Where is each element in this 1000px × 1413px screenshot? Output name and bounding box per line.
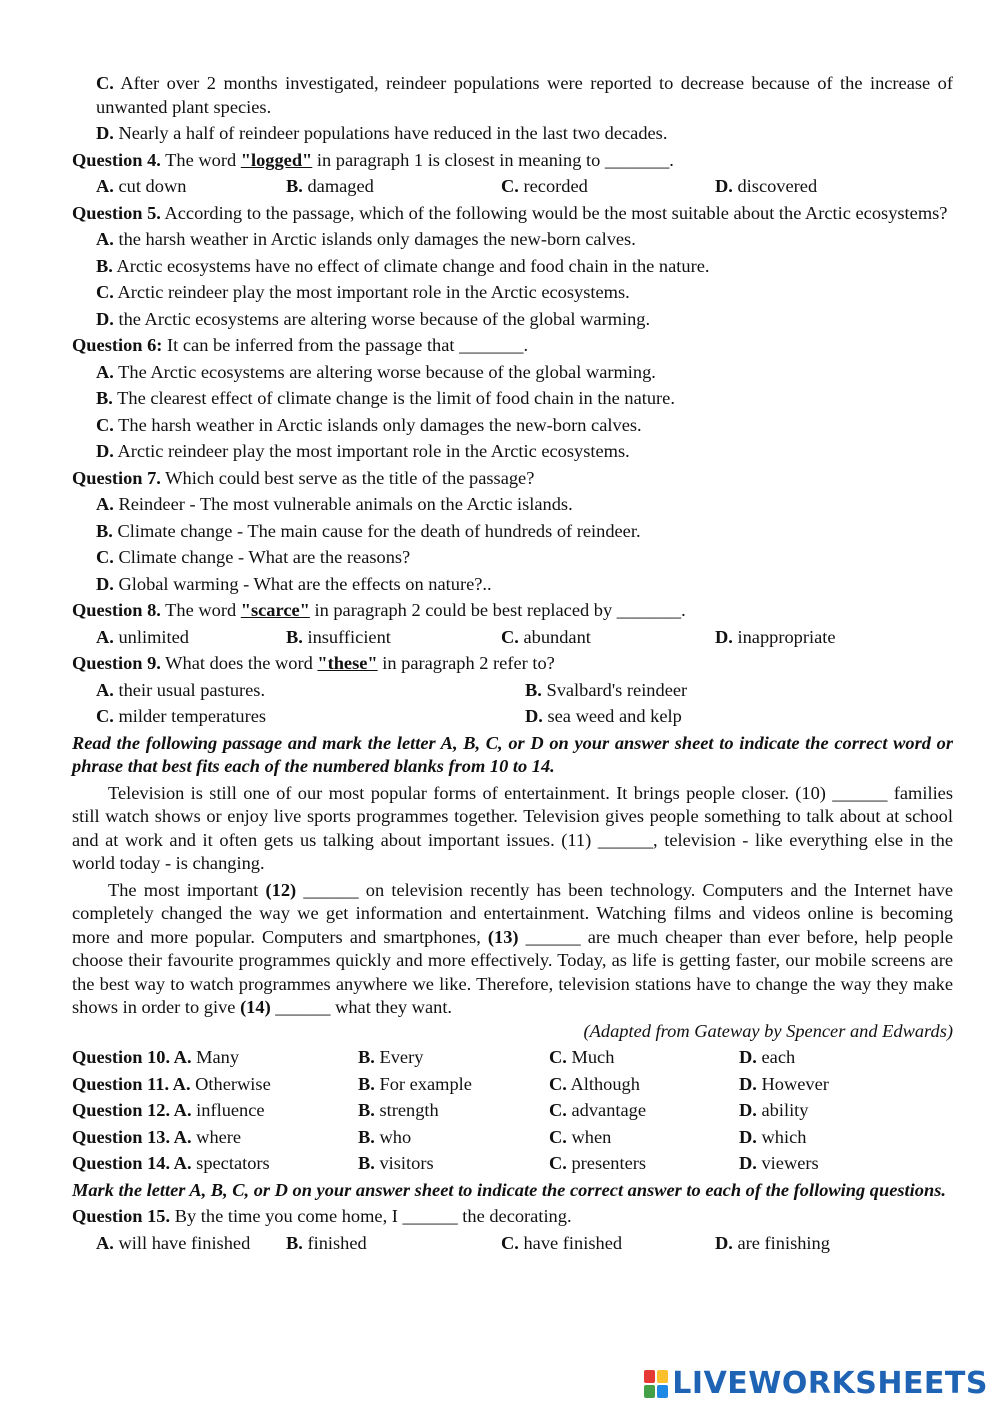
instruction-cloze: Read the following passage and mark the letter A, B, C, or D on your answer sheet to indicate the correct word or phrase that best fits each of the numbered blanks from 10 to 14. (72, 732, 953, 776)
q6-option-c: C. The harsh weather in Arctic islands only damages the new-born calves. (96, 414, 642, 435)
liveworksheets-logo-icon (644, 1370, 668, 1398)
q9-option-d: D. sea weed and kelp (525, 706, 682, 726)
gap-question-row: Question 14. A. spectators B. visitors C. presenters D. viewers (72, 1153, 819, 1173)
q6-option-a: A. The Arctic ecosystems are altering worse because of the global warming. (96, 361, 656, 382)
q9-options-row2 (72, 705, 953, 732)
q7-option-c: C. Climate change - What are the reasons? (96, 547, 411, 567)
gap-question-row: Question 11. A. Otherwise B. For example C. Although D. However (72, 1073, 829, 1094)
gap-question-row: Question 10. A. Many B. Every C. Much D. each (72, 1047, 796, 1067)
q3-option-c: C. After over 2 months investigated, reindeer populations were reported to decrease because of the increase of unwanted plant species. (96, 73, 953, 117)
q3-option-d: D. Nearly a half of reindeer populations have reduced in the last two decades. (96, 123, 668, 143)
q4-option-d: D. discovered (715, 176, 818, 196)
q9-option-a: A. their usual pastures. (96, 679, 266, 700)
q7-option-d: D. Global warming - What are the effects on nature?.. (96, 573, 492, 594)
q15-options (72, 1232, 953, 1259)
q5-option-c: C. Arctic reindeer play the most important role in the Arctic ecosystems. (96, 282, 630, 302)
q6-option-b: B. The clearest effect of climate change is the limit of food chain in the nature. (96, 388, 675, 408)
gap-question-row: Question 13. A. where B. who C. when D. which (72, 1126, 807, 1147)
q8-option-d: D. inappropriate (715, 626, 836, 647)
q15-stem: Question 15. By the time you come home, I ______ the decorating. (72, 1206, 572, 1226)
passage-paragraph-1: Television is still one of our most popular forms of entertainment. It brings people closer. (10) ______ families still watch shows or enjoy live sports programmes together. Television gives people something to talk about at school and at work and it often gets us talking about important issues. (11) ______, television - like everything else in the world today - is changing. (72, 782, 953, 873)
liveworksheets-logo-text: LIVEWORKSHEETS (672, 1366, 988, 1402)
worksheet-page (72, 72, 953, 1258)
gap-questions (72, 1046, 953, 1179)
q9-option-b: B. Svalbard's reindeer (525, 679, 688, 700)
q4-option-c: C. recorded (501, 176, 588, 196)
q6-stem: Question 6: It can be inferred from the passage that _______. (72, 335, 529, 355)
q9-stem: Question 9. What does the word "these" in paragraph 2 refer to? (72, 653, 555, 673)
passage-paragraph-2: The most important (12) ______ on television recently has been technology. Computers and the Internet have completely changed the way we get information and entertainment. Watching films and videos online is becoming more and more popular. Computers and smartphones, (13) ______ are much cheaper than ever before, help people choose their favourite programmes quickly and more effectively. Today, as life is getting faster, our mobile screens are the best way to watch programmes anywhere we like. Therefore, television stations have to change the way they make shows in order to give (14) ______ what they want. (72, 879, 953, 1017)
q15-option-b: B. finished (286, 1232, 367, 1253)
q8-option-c: C. abundant (501, 626, 591, 647)
liveworksheets-logo[interactable] (644, 1366, 988, 1402)
q6-option-d: D. Arctic reindeer play the most important role in the Arctic ecosystems. (96, 441, 630, 461)
instruction-questions: Mark the letter A, B, C, or D on your answer sheet to indicate the correct answer to each of the following questions. (72, 1179, 946, 1200)
q9-options-row1 (72, 679, 953, 706)
q15-option-c: C. have finished (501, 1232, 623, 1253)
passage-source: (Adapted from Gateway by Spencer and Edwards) (583, 1020, 953, 1041)
q7-option-b: B. Climate change - The main cause for the death of hundreds of reindeer. (96, 520, 641, 541)
q8-options (72, 626, 953, 653)
q4-option-b: B. damaged (286, 176, 374, 196)
q7-stem: Question 7. Which could best serve as the title of the passage? (72, 467, 535, 488)
q5-option-a: A. the harsh weather in Arctic islands only damages the new-born calves. (96, 229, 636, 249)
q4-option-a: A. cut down (96, 176, 187, 196)
gap-question-row: Question 12. A. influence B. strength C. advantage D. ability (72, 1100, 809, 1120)
q4-options (72, 175, 953, 202)
q4-stem: Question 4. The word "logged" in paragraph 1 is closest in meaning to _______. (72, 149, 674, 170)
q5-stem: Question 5. According to the passage, which of the following would be the most suitable about the Arctic ecosystems? (72, 202, 948, 223)
q9-option-c: C. milder temperatures (96, 706, 267, 726)
q7-option-a: A. Reindeer - The most vulnerable animals on the Arctic islands. (96, 494, 573, 514)
q5-option-b: B. Arctic ecosystems have no effect of climate change and food chain in the nature. (96, 255, 710, 276)
q8-option-a: A. unlimited (96, 626, 189, 647)
q15-option-d: D. are finishing (715, 1232, 830, 1253)
q8-option-b: B. insufficient (286, 626, 391, 647)
q15-option-a: A. will have finished (96, 1232, 251, 1253)
q8-stem: Question 8. The word "scarce" in paragraph 2 could be best replaced by _______. (72, 600, 686, 620)
q5-option-d: D. the Arctic ecosystems are altering worse because of the global warming. (96, 308, 651, 329)
